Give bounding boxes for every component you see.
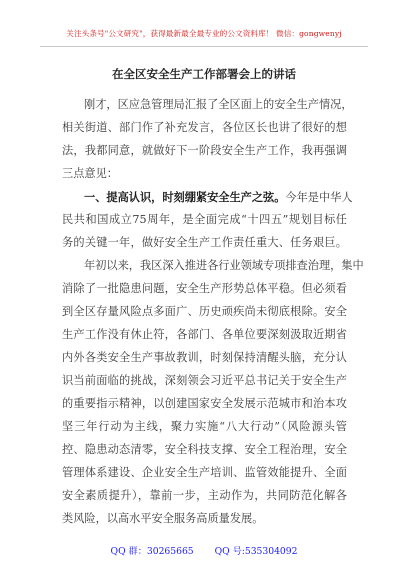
paragraph-line: 三点意见： xyxy=(62,167,118,180)
paragraph-line: 消除了一批隐患问题，安全生产形势总体平稳。但必须看 xyxy=(62,282,347,295)
qq-account-number: QQ 号:535304092 xyxy=(214,546,298,557)
document-title: 在全区安全生产工作部署会上的讲话 xyxy=(112,67,296,81)
paragraph-line: 民共和国成立75周年，是全面完成“十四五”规划目标任 xyxy=(62,213,347,226)
paragraph-line: 相关街道、部门作了补充发言，各位区长也讲了很好的想 xyxy=(62,121,347,134)
section-heading: 一、提高认识，时刻绷紧安全生产之弦。 xyxy=(84,190,286,204)
contact-footer xyxy=(0,543,408,557)
promo-header: 关注头条号"公文研究"，获得最新最全最专业的公文资料库！ 微信：gongwenyj xyxy=(66,29,342,38)
paragraph-line: 类风险，以高水平安全服务高质量发展。 xyxy=(62,512,264,525)
paragraph-line: 年初以来，我区深入推进各行业领域专项排查治理，集中 xyxy=(84,259,364,272)
paragraph-line: 刚才，区应急管理局汇报了全区面上的安全生产情况， xyxy=(84,98,353,111)
paragraph-line: 坚三年行动为主线，聚力实施“八大行动”（风险源头管 xyxy=(62,420,347,433)
header-divider xyxy=(40,46,368,47)
qq-group-number: QQ 群：30265665 xyxy=(110,546,194,557)
heading-line xyxy=(84,190,353,205)
paragraph-line: 生产工作没有休止符，各部门、各单位要深刻汲取近期省 xyxy=(62,328,347,341)
paragraph-line: 控、隐患动态清零，安全科技支撑、安全工程治理，安全 xyxy=(62,443,347,456)
paragraph-line: 管理体系建设、企业安全生产培训、监管效能提升、全面 xyxy=(62,466,347,479)
paragraph-line: 到全区存量风险点多面广、历史顽疾尚未彻底根除。安全 xyxy=(62,305,347,318)
paragraph-line: 识当前面临的挑战，深刻领会习近平总书记关于安全生产 xyxy=(62,374,347,387)
paragraph-line: 务的关键一年，做好安全生产工作责任重大、任务艰巨。 xyxy=(62,236,347,249)
paragraph-line: 内外各类安全生产事故教训，时刻保持清醒头脑，充分认 xyxy=(62,351,347,364)
paragraph-line: 的重要指示精神，以创建国家安全发展示范城市和治本攻 xyxy=(62,397,347,410)
heading-continuation: 今年是中华人 xyxy=(285,191,353,204)
paragraph-line: 法，我都同意，就做好下一阶段安全生产工作，我再强调 xyxy=(62,144,347,157)
paragraph-line: 安全素质提升），靠前一步，主动作为，共同防范化解各 xyxy=(62,489,347,502)
